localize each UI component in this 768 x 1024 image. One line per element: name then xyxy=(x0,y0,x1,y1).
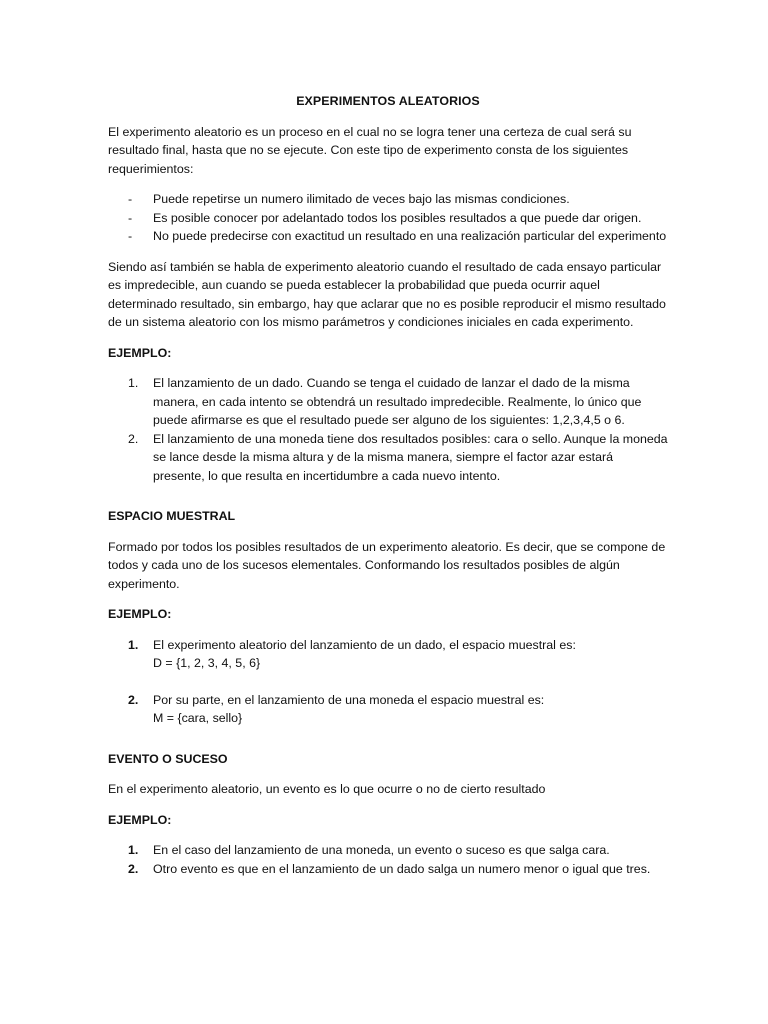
document-page xyxy=(108,92,668,890)
list-number: 2. xyxy=(128,692,139,707)
list-item xyxy=(108,209,668,228)
list-item xyxy=(108,636,668,673)
list-item-text: No puede predecirse con exactitud un resultado en una realización particular del experimento xyxy=(153,229,667,243)
sample-space-formula: M = {cara, sello} xyxy=(153,711,243,725)
requirements-list xyxy=(108,190,668,246)
list-item xyxy=(108,860,668,879)
list-item-text: El lanzamiento de una moneda tiene dos resultados posibles: cara o sello. Aunque la moneda se lance desde la misma altura y de la misma manera, siempre el factor azar estará presente, lo que resulta en incertidumbre a cada nuevo intento. xyxy=(153,431,668,483)
list-item-text: Otro evento es que en el lanzamiento de un dado salga un numero menor o igual que tres. xyxy=(153,861,651,876)
section-heading-espacio-muestral: ESPACIO MUESTRAL xyxy=(108,509,236,523)
list-number: 1. xyxy=(128,376,139,390)
list-item-text: Por su parte, en el lanzamiento de una moneda el espacio muestral es: xyxy=(153,692,545,707)
second-paragraph: Siendo así también se habla de experimento aleatorio cuando el resultado de cada ensayo particular es impredecible, aun cuando se pueda establecer la probabilidad que pueda ocurrir aquel determinado resultado, sin embargo, hay que aclarar que no es posible reproducir el mismo resultado de un sistema aleatorio con los mismo parámetros y condiciones iniciales en cada experimento. xyxy=(108,259,666,329)
examples-list-2 xyxy=(108,636,668,728)
list-item-text: Es posible conocer por adelantado todos los posibles resultados a que puede dar origen. xyxy=(153,210,642,225)
evento-paragraph: En el experimento aleatorio, un evento es lo que ocurre o no de cierto resultado xyxy=(108,782,546,796)
list-item xyxy=(108,227,668,246)
intro-paragraph: El experimento aleatorio es un proceso en el cual no se logra tener una certeza de cual será su resultado final, hasta que no se ejecute. Con este tipo de experimento consta de los siguientes requerimientos: xyxy=(108,124,632,176)
list-dash: - xyxy=(128,229,133,243)
list-number: 1. xyxy=(128,843,139,857)
list-item-text: Puede repetirse un numero ilimitado de veces bajo las mismas condiciones. xyxy=(153,192,570,206)
list-item xyxy=(108,374,668,430)
list-item xyxy=(108,430,668,486)
example-heading: EJEMPLO: xyxy=(108,607,172,621)
list-item xyxy=(108,841,668,860)
list-number: 2. xyxy=(128,431,139,446)
sample-space-formula: D = {1, 2, 3, 4, 5, 6} xyxy=(153,656,261,670)
espacio-paragraph: Formado por todos los posibles resultados de un experimento aleatorio. Es decir, que se compone de todos y cada uno de los sucesos elementales. Conformando los resultados posibles de algún experimento. xyxy=(108,539,666,591)
list-item-text: El experimento aleatorio del lanzamiento de un dado, el espacio muestral es: xyxy=(153,637,576,652)
list-item-text: El lanzamiento de un dado. Cuando se tenga el cuidado de lanzar el dado de la misma manera, en cada intento se obtendrá un resultado impredecible. Realmente, lo único que puede afirmarse es que el resultado puede ser alguno de los siguientes: 1,2,3,4,5 o 6. xyxy=(153,376,642,427)
section-heading-evento-suceso: EVENTO O SUCESO xyxy=(108,751,228,766)
list-item xyxy=(108,190,668,209)
page-title: EXPERIMENTOS ALEATORIOS xyxy=(296,94,480,108)
example-heading: EJEMPLO: xyxy=(108,345,172,360)
list-dash: - xyxy=(128,192,133,206)
examples-list-3 xyxy=(108,841,668,878)
list-item xyxy=(108,691,668,728)
list-item-text: En el caso del lanzamiento de una moneda, un evento o suceso es que salga cara. xyxy=(153,843,610,857)
list-dash: - xyxy=(128,210,133,225)
list-number: 2. xyxy=(128,861,139,876)
examples-list-1 xyxy=(108,374,668,485)
list-number: 1. xyxy=(128,637,139,652)
example-heading: EJEMPLO: xyxy=(108,812,172,827)
